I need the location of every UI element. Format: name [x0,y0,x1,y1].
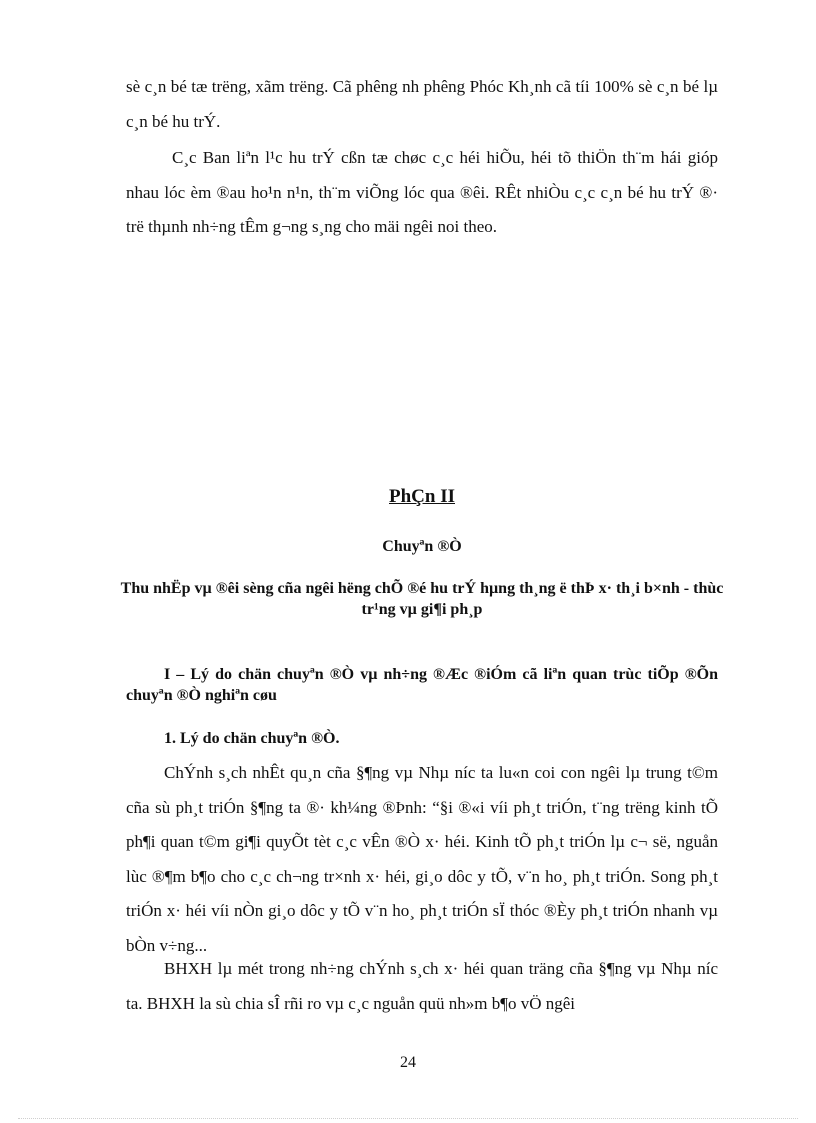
paragraph-bhxh: BHXH lµ mét trong nh÷ng chÝnh s¸ch x· héi quan träng cña §¶ng vµ Nhµ níc ta. BHXH la sù chia sÎ rñi ro vµ c¸c nguån quü nh»m b¶o vÖ ngêi [126,959,718,1013]
topic-title: Thu nhËp vµ ®êi sèng cña ngêi hëng chÕ ®é hu trÝ hµng th¸ng ë thÞ x· th¸i b×nh - thùc tr¹ng vµ gi¶i ph¸p [120,580,724,618]
topic-label: Chuyªn ®Ò [382,538,462,555]
page-number: 24 [400,1054,416,1071]
part-title: PhÇn II [389,486,455,507]
paragraph-continuation: sè c¸n bé tæ trëng, xãm trëng. Cã phêng nh phêng Phóc Kh¸nh cã tíi 100% sè c¸n bé lµ c¸n bé hu trÝ. [126,77,718,131]
paragraph-retiree-associations: C¸c Ban liªn l¹c hu trÝ cßn tæ chøc c¸c héi hiÕu, héi tõ thiÖn th¨m hái gióp nhau lóc èm ®au ho¹n n¹n, th¨m viÕng lóc qua ®êi. RÊt nhiÒu c¸c c¸n bé hu trÝ ®· trë thµnh nh÷ng tÊm g¬ng s¸ng cho mäi ngêi noi theo. [126,148,718,237]
subsection-heading-1-1: 1. Lý do chän chuyªn ®Ò. [164,730,340,747]
page-bottom-border [18,1118,798,1119]
paragraph-policy: ChÝnh s¸ch nhÊt qu¸n cña §¶ng vµ Nhµ níc ta lu«n coi con ngêi lµ trung t©m cña sù ph¸t triÓn §¶ng ta ®· kh¼ng ®Þnh: “§i ®«i víi ph¸t triÓn, t¨ng trëng kinh tÕ ph¶i quan t©m gi¶i quyÕt tèt c¸c vÊn ®Ò x· héi. Kinh tÕ ph¸t triÓn lµ c¬ së, nguån lùc ®¶m b¶o cho c¸c ch¬ng tr×nh x· héi, gi¸o dôc y tÕ, v¨n ho¸ ph¸t triÓn. Song ph¸t triÓn x· héi víi nÒn gi¸o dôc y tÕ v¨n ho¸ ph¸t triÓn sÏ thóc ®Èy ph¸t triÓn nhanh vµ bÒn v÷ng... [126,763,718,955]
section-heading-1: I – Lý do chän chuyªn ®Ò vµ nh÷ng ®Æc ®iÓm cã liªn quan trùc tiÕp ®Õn chuyªn ®Ò nghiªn cøu [126,666,718,704]
